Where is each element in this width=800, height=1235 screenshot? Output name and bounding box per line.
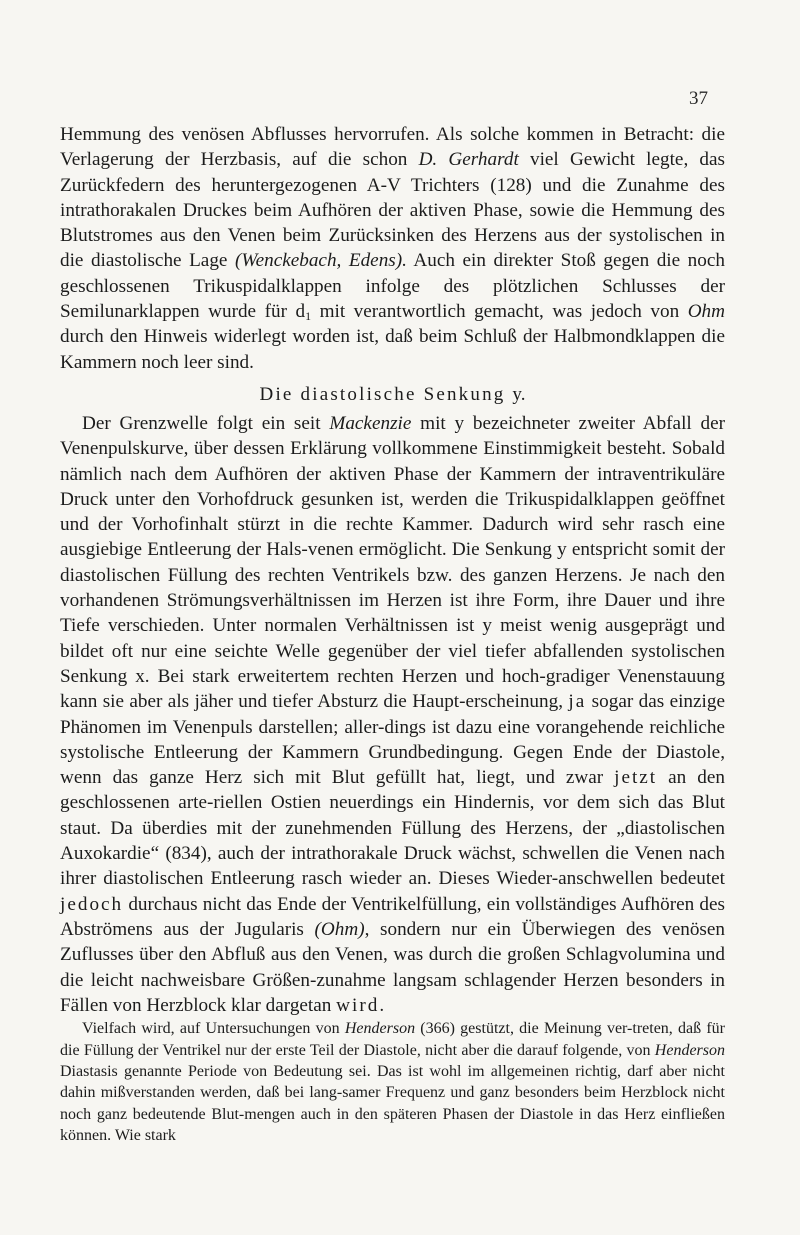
- section-heading: [60, 382, 725, 407]
- paragraph-venous-outflow: [60, 122, 725, 375]
- text-run: Vielfach wird, auf Untersuchungen von: [82, 1020, 345, 1038]
- text-run: Diastasis genannte Periode von Bedeutung sei. Das ist wohl im allgemeinen richtig, darf aber nicht dahin mißverstanden werden, daß bei lang-samer Frequenz und ganz besonders beim Herzblock nicht noch ganz bedeutende Blut-mengen auch in den späteren Phasen der Diastole in das Herz einfließen können. Wie stark: [60, 1062, 725, 1145]
- emphasis-spaced: wird.: [336, 994, 387, 1016]
- section-heading-text: Die diastolische Senkung: [259, 383, 506, 405]
- text-run: Auch ein direkter Stoß gegen die noch geschlossenen Trikuspidalklappen infolge des plötzlichen Schlusses der Semilunarklappen wurde für d: [60, 250, 725, 323]
- text-run: mit verantwortlich gemacht, was jedoch von: [311, 301, 688, 323]
- text-run: viel Gewicht legte, das Zurückfedern des heruntergezogenen A-V Trichters (128) und die Zunahme des intrathorakalen Druckes beim Aufhören der aktiven Phase, sowie die Hemmung des Blutstromes aus den Venen beim Zurücksinken des Herzens aus der systolischen in die diastolische Lage: [60, 149, 726, 272]
- emphasis-spaced: jetzt: [614, 767, 658, 789]
- author-name: Mackenzie: [329, 412, 412, 434]
- text-run: sogar das einzige Phänomen im Venenpuls darstellen; aller-dings ist dazu eine vorangehende reichliche systolische Entleerung der Kammern Grundbedingung. Gegen Ende der Diastole, wenn das ganze Herz sich mit Blut gefüllt hat, liegt, und zwar: [60, 691, 725, 789]
- author-name: Henderson: [654, 1041, 725, 1059]
- text-run: mit y bezeichneter zweiter Abfall der Venenpulskurve, über dessen Erklärung vollkommene Einstimmigkeit besteht. Sobald nämlich nach dem Aufhören der aktiven Phase der Kammern der intraventrikuläre Druck unter den Vorhofdruck gesunken ist, werden die Trikuspidalklappen geöffnet und der Vorhofinhalt stürzt in die rechte Kammer. Dadurch wird sehr rasch eine ausgiebige Entleerung der Hals-venen ermöglicht. Die Senkung y entspricht somit der diastolischen Füllung des rechten Ventrikels bzw. des ganzen Herzens. Je nach den vorhandenen Strömungsverhältnissen im Herzen ist ihre Form, ihre Dauer und ihre Tiefe verschieden. Unter normalen Verhältnissen ist y meist wenig ausgeprägt und bildet oft nur eine seichte Welle gegenüber der viel tiefer abfallenden systolischen Senkung x. Bei stark erweitertem rechten Herzen und hoch-gradiger Venenstauung kann sie aber als jäher und tiefer Absturz die Haupt-erscheinung,: [60, 412, 726, 713]
- author-name: D. Gerhardt: [418, 149, 519, 171]
- author-name: (Wenckebach, Edens).: [234, 250, 407, 272]
- text-run: durchaus nicht das Ende der Ventrikelfüllung, ein vollständiges Aufhören des Abströmens aus der Jugularis: [60, 893, 725, 940]
- emphasis-spaced: jedoch: [60, 893, 124, 915]
- text-run: (366) gestützt, die Meinung ver-treten, daß für die Füllung der Ventrikel nur der erste Teil der Diastole, nicht aber die darauf folgende, von: [60, 1020, 726, 1059]
- paragraph-diastolic-descent: [60, 411, 725, 1018]
- paragraph-footnote-henderson: [60, 1018, 725, 1146]
- text-run: Hemmung des venösen Abflusses hervorrufen. Als solche kommen in Betracht: die Verlagerung der Herzbasis, auf die schon: [60, 124, 725, 171]
- author-name: Henderson: [344, 1020, 416, 1038]
- author-name: (Ohm): [314, 918, 365, 940]
- section-heading-variable: y.: [512, 383, 526, 405]
- page-number: 37: [689, 88, 708, 109]
- emphasis-spaced: ja: [568, 691, 587, 713]
- text-column: [60, 122, 725, 1147]
- text-run: , sondern nur ein Überwiegen des venösen Zuflusses über den Abfluß aus den Venen, was durch die großen Schlagvolumina und die leicht nachweisbare Größen-zunahme langsam schlagender Herzen besonders in Fällen von Herzblock klar dargetan: [60, 918, 726, 1016]
- text-run: an den geschlossenen arte-riellen Ostien neuerdings ein Hindernis, vor dem sich das Blut staut. Da überdies mit der zunehmenden Füllung des Herzens, der „diastolischen Auxokardie“ (834), auch der intrathorakale Druck wächst, schwellen die Venen nach ihrer diastolischen Entleerung rasch wieder an. Dieses Wieder-anschwellen bedeutet: [60, 767, 725, 890]
- text-run: Der Grenzwelle folgt ein seit: [82, 412, 330, 434]
- subscript: 1: [305, 309, 312, 324]
- author-name: Ohm: [687, 301, 725, 323]
- text-run: durch den Hinweis widerlegt worden ist, daß beim Schluß der Halbmondklappen die Kammern noch leer sind.: [60, 326, 725, 373]
